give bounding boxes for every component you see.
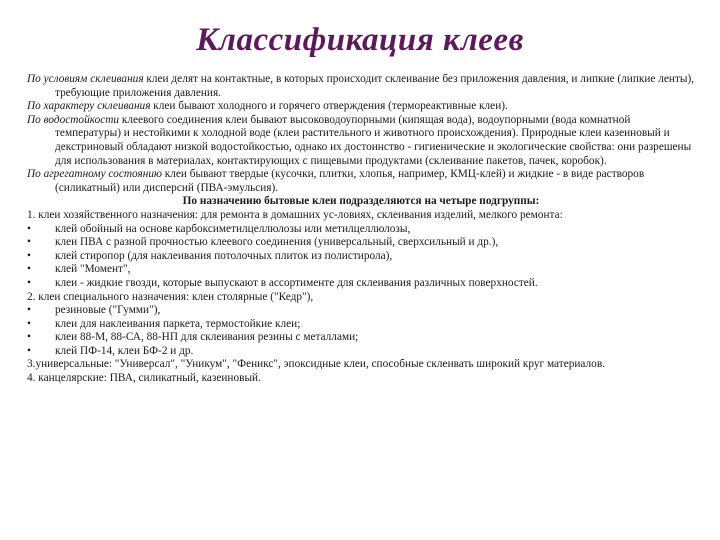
bullet-icon: •: [27, 317, 31, 330]
list-item: [27, 345, 695, 359]
paragraph-text: клеевого соединения клеи бывают высоководоупорными (кипящая вода), водоупорными (вода комнатной температуры) и нестойкими к холодной воде (клеи растительного и животного происхождения). Природные клеи казеиновый и декстриновый обладают низкой водостойкостью, однако их достоинство - гигиенические и экологические свойства: они разрешены для использования в материалах, контактирующих с пищевыми продуктами (склеивание пакетов, пачек, коробок).: [55, 113, 692, 167]
list-item-text: клеи - жидкие гвозди, которые выпускают в ассортименте для склеивания различных поверхностей.: [55, 276, 538, 289]
group-household: 1. клеи хозяйственного назначения: для ремонта в домашних ус-ловиях, склеивания изделий, мелкого ремонта:: [27, 208, 563, 221]
paragraph-curing: [27, 100, 695, 114]
bullet-icon: •: [27, 276, 31, 289]
list-item: [27, 304, 695, 318]
bullet-icon: •: [27, 222, 31, 235]
group-universal: 3.универсальные: "Универсал", "Уникум", "Феникс", эпоксидные клеи, способные склеивать широкий круг материалов.: [27, 358, 605, 371]
list-item: [27, 250, 695, 264]
paragraph-text: клеи бывают твердые (кусочки, плитки, хлопья, например, КМЦ-клей) и жидкие - в виде растворов (силикатный) или дисперсий (ПВА-эмульсия).: [55, 168, 645, 194]
list-item-text: клей стиропор (для наклеивания потолочных плиток из полистирола),: [55, 249, 393, 262]
list-item-text: клей "Момент",: [55, 263, 131, 276]
subheading: По назначению бытовые клеи подразделяются на четыре подгруппы:: [182, 195, 540, 208]
list-item-text: резиновые ("Гумми"),: [55, 304, 161, 317]
list-item-text: клей ПФ-14, клеи БФ-2 и др.: [55, 344, 194, 357]
list-item: [27, 236, 695, 250]
list-item-text: клеи 88-М, 88-СА, 88-НП для склеивания резины с металлами;: [55, 331, 359, 344]
group-office: 4. канцелярские: ПВА, силикатный, казеиновый.: [27, 372, 261, 385]
list-item: [27, 223, 695, 237]
paragraph-lead: По водостойкости: [27, 113, 120, 126]
bullet-icon: •: [27, 344, 31, 357]
paragraph-text: клеи делят на контактные, в которых происходит склеивание без приложения давления, и липкие (липкие ленты), требующие приложения давления.: [55, 73, 695, 99]
list-item: [27, 263, 695, 277]
paragraph-state: [27, 168, 695, 195]
list-item: [27, 331, 695, 345]
list-item: [27, 318, 695, 332]
bullet-icon: •: [27, 304, 31, 317]
bullet-icon: •: [27, 249, 31, 262]
list-item-text: клей обойный на основе карбоксиметилцеллюлозы или метилцеллюлозы,: [55, 222, 411, 235]
bullet-icon: •: [27, 331, 31, 344]
paragraph-conditions: [27, 73, 695, 100]
bullet-icon: •: [27, 236, 31, 249]
bullet-icon: •: [27, 263, 31, 276]
paragraph-lead: По характеру склеивания: [27, 100, 151, 113]
paragraph-lead: По условиям склеивания: [27, 73, 144, 85]
content-body: [27, 73, 695, 386]
group-special: 2. клеи специального назначения: клеи столярные ("Кедр"),: [27, 290, 314, 303]
list-item-text: клеи для наклеивания паркета, термостойкие клеи;: [55, 317, 301, 330]
paragraph-water-resistance: [27, 114, 695, 168]
slide-title: Классификация клеев: [196, 22, 524, 58]
paragraph-lead: По агрегатному состоянию: [27, 168, 162, 181]
list-item: [27, 277, 695, 291]
paragraph-text: клеи бывают холодного и горячего отверждения (термореактивные клеи).: [150, 100, 508, 113]
list-item-text: клеи ПВА с разной прочностью клеевого соединения (универсальный, сверхсильный и др.),: [55, 236, 499, 249]
